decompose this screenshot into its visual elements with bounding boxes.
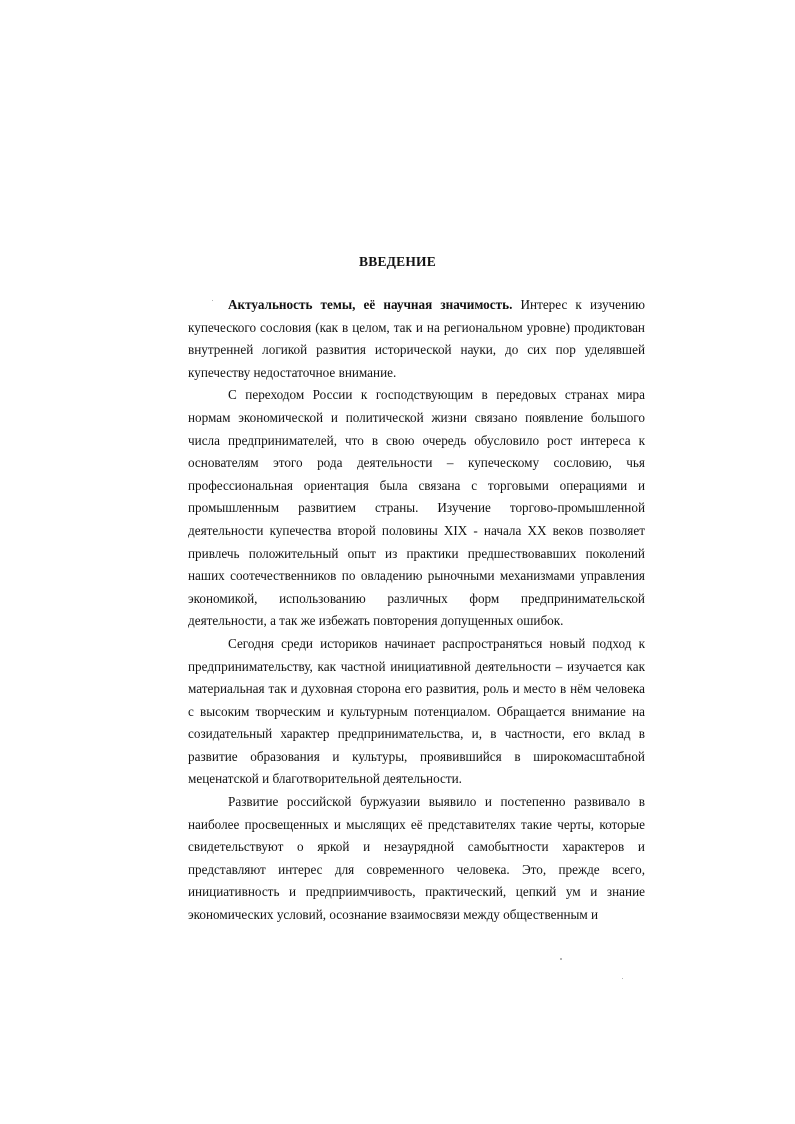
paragraph-4 bbox=[188, 791, 645, 927]
scan-speck bbox=[560, 958, 562, 960]
paragraph-3-text: Сегодня среди историков начинает распространяться новый подход к предпринимательству, как частной инициативной деятельности – изучается как материальная так и духовная сторона его развития, роль и место в нём человека с высоким творческим и культурным потенциалом. Обращается внимание на созидательный характер предпринимательства, и, в частности, его вклад в развитие образования и культуры, проявившийся в широкомасштабной меценатской и благотворительной деятельности. bbox=[188, 635, 645, 787]
scan-speck bbox=[622, 978, 623, 979]
paragraph-2-text: С переходом России к господствующим в передовых странах мира нормам экономической и политической жизни связано появление большого числа предпринимателей, что в свою очередь обусловило рост интереса к основателям этого рода деятельности – купеческому сословию, чья профессиональная ориентация была связана с торговыми операциями и промышленным развитием страны. Изучение торгово-промышленной деятельности купечества второй половины XIX - начала XX веков позволяет привлечь положительный опыт из практики предшествовавших поколений наших соотечественников по овладению рыночными механизмами управления экономикой, использованию различных форм предпринимательской деятельности, а так же избежать повторения допущенных ошибок. bbox=[188, 387, 645, 629]
paragraph-1 bbox=[188, 294, 645, 384]
page-title: ВВЕДЕНИЕ bbox=[359, 254, 436, 269]
paragraph-1-text: Интерес к изучению купеческого сословия (как в целом, так и на региональном уровне) продиктован внутренней логикой развития исторической науки, до сих пор уделявшей купечеству недостаточное внимание. bbox=[188, 297, 645, 380]
paragraph-3 bbox=[188, 633, 645, 791]
paragraph-4-text: Развитие российской буржуазии выявило и постепенно развивало в наиболее просвещенных и мыслящих её представителях такие черты, которые свидетельствуют о яркой и незаурядной самобытности характеров и представляют интерес для современного человека. Это, прежде всего, инициативность и предприимчивость, практический, цепкий ум и знание экономических условий, осознание взаимосвязи между общественным и bbox=[188, 794, 645, 923]
body-text bbox=[188, 294, 645, 927]
paragraph-1-lead: Актуальность темы, её научная значимость. bbox=[228, 297, 513, 312]
paragraph-2 bbox=[188, 384, 645, 633]
scan-speck bbox=[212, 300, 213, 301]
